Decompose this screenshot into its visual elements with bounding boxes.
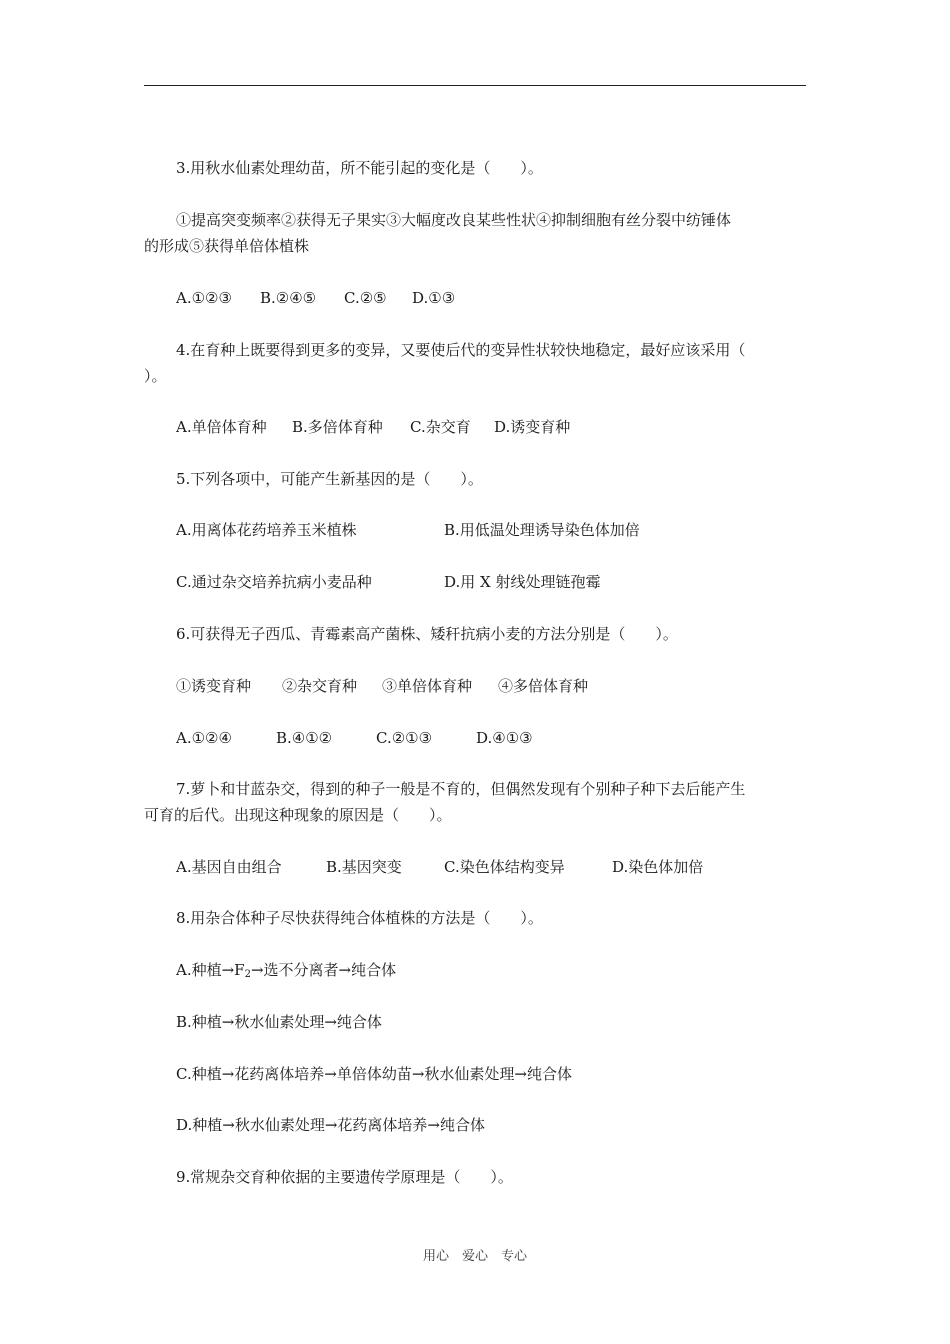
q7-stem-line1: 7.萝卜和甘蓝杂交，得到的种子一般是不育的，但偶然发现有个别种子种下去后能产生	[176, 780, 746, 798]
q7-option-b: B.基因突变	[326, 858, 402, 876]
q6-options	[144, 726, 806, 750]
q8-option-a-sub: 2	[244, 969, 251, 980]
q7-options	[144, 855, 806, 879]
q4-stem-line2: ）。	[144, 367, 167, 385]
q9-stem: 9.常规杂交育种依据的主要遗传学原理是（ ）。	[176, 1168, 513, 1186]
q5-option-c: C.通过杂交培养抗病小麦品种	[176, 573, 372, 591]
q6-stem: 6.可获得无子西瓜、青霉素高产菌株、矮秆抗病小麦的方法分别是（ ）。	[176, 625, 678, 643]
q7-option-a: A.基因自由组合	[176, 858, 282, 876]
q6-option-d: D.④①③	[476, 729, 533, 747]
q6-item-2: ②杂交育种	[282, 677, 358, 695]
q5-stem: 5.下列各项中，可能产生新基因的是（ ）。	[176, 470, 483, 488]
q6-item-4: ④多倍体育种	[498, 677, 589, 695]
q6-item-1: ①诱变育种	[176, 677, 252, 695]
q3-option-b: B.②④⑤	[260, 289, 317, 307]
q6-items	[144, 674, 806, 698]
q4-stem-line1: 4.在育种上既要得到更多的变异，又要使后代的变异性状较快地稳定，最好应该采用（	[176, 341, 746, 359]
q3-stem: 3.用秋水仙素处理幼苗，所不能引起的变化是（ ）。	[176, 159, 543, 177]
q8-option-a	[144, 958, 806, 987]
q4-option-b: B.多倍体育种	[292, 418, 383, 436]
q3-items-line2: 的形成⑤获得单倍体植株	[144, 237, 310, 255]
q3-option-a: A.①②③	[176, 289, 232, 307]
q7-option-d: D.染色体加倍	[612, 858, 704, 876]
q8-stem: 8.用杂合体种子尽快获得纯合体植株的方法是（ ）。	[176, 909, 543, 927]
q4-option-a: A.单倍体育种	[176, 418, 267, 436]
q5-option-a: A.用离体花药培养玉米植株	[176, 521, 357, 539]
q4-option-c: C.杂交育	[410, 418, 471, 436]
q3-options	[144, 286, 806, 310]
q3-items-line1: ①提高突变频率②获得无子果实③大幅度改良某些性状④抑制细胞有丝分裂中纺锤体	[176, 211, 732, 229]
q4-options	[144, 415, 806, 439]
q8-option-d: D.种植→秋水仙素处理→花药离体培养→纯合体	[176, 1116, 485, 1134]
q3-option-c: C.②⑤	[344, 289, 387, 307]
q6-item-3: ③单倍体育种	[382, 677, 473, 695]
q5-option-d: D.用 X 射线处理链孢霉	[444, 573, 601, 591]
q7-option-c: C.染色体结构变异	[444, 858, 565, 876]
q6-option-a: A.①②④	[176, 729, 232, 747]
q8-option-a-post: →选不分离者→纯合体	[250, 961, 397, 979]
page-footer: 用心 爱心 专心	[422, 1249, 527, 1264]
q7-stem-line2: 可育的后代。出现这种现象的原因是（ ）。	[144, 806, 452, 824]
q5-options-row2	[144, 570, 806, 594]
q6-option-c: C.②①③	[376, 729, 433, 747]
q8-option-a-pre: A.种植→F	[176, 961, 245, 979]
q8-option-c: C.种植→花药离体培养→单倍体幼苗→秋水仙素处理→纯合体	[176, 1065, 572, 1083]
q8-option-b: B.种植→秋水仙素处理→纯合体	[176, 1013, 382, 1031]
q4-option-d: D.诱变育种	[494, 418, 571, 436]
q5-option-b: B.用低温处理诱导染色体加倍	[444, 521, 640, 539]
header-rule	[144, 85, 806, 86]
q3-option-d: D.①③	[412, 289, 456, 307]
q5-options-row1	[144, 518, 806, 542]
q6-option-b: B.④①②	[276, 729, 333, 747]
